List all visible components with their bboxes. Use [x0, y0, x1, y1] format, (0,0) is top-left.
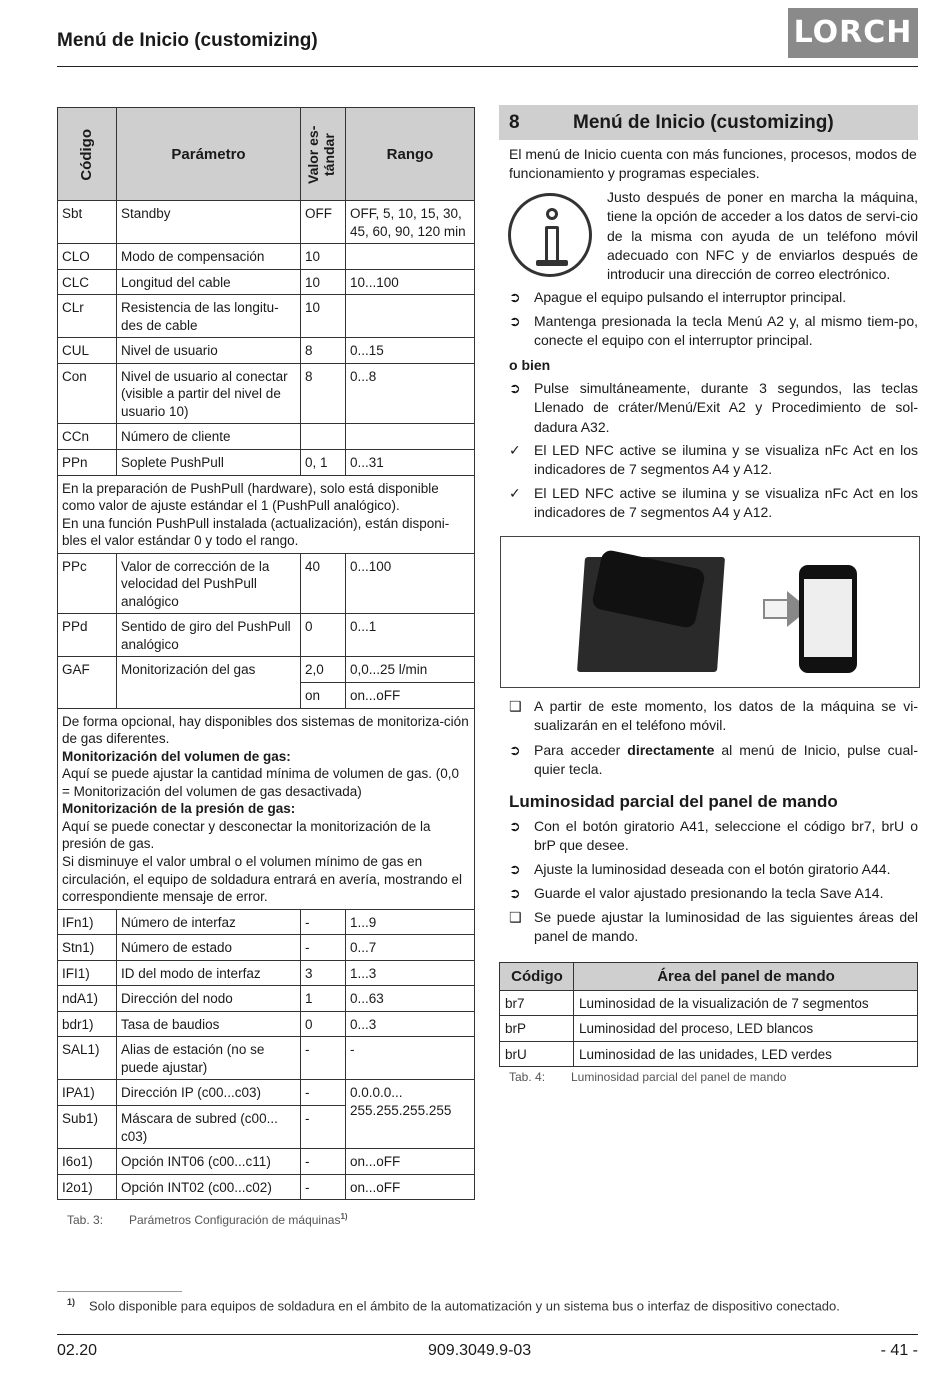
pushpull-note-row [58, 475, 475, 553]
table-cell: 0 [301, 1011, 346, 1037]
table-cell: Sbt [58, 201, 117, 244]
checkbox-icon: ❑ [509, 698, 522, 714]
header-default-value: Valor es-tándar [301, 108, 346, 201]
list-item: ➲ Mantenga presionada la tecla Menú A2 y, al mismo tiem-po, conecte el equipo con el interruptor principal. [509, 313, 918, 349]
arrow-right-icon: ➲ [509, 380, 521, 396]
table-cell: ndA1) [58, 986, 117, 1012]
header-range: Rango [346, 108, 475, 201]
table-row [58, 553, 475, 614]
header-parameter: Parámetro [117, 108, 301, 201]
table-cell: CUL [58, 338, 117, 364]
table-row [58, 201, 475, 244]
table-cell: 10 [301, 244, 346, 270]
table-cell: Con [58, 363, 117, 424]
table-cell: GAF [58, 657, 117, 708]
table-cell: 1 [301, 986, 346, 1012]
lorch-logo: LORCH [788, 8, 918, 58]
table-cell: Sub1) [58, 1105, 117, 1148]
table-cell: Opción INT06 (c00...c11) [117, 1149, 301, 1175]
table-cell: on...oFF [346, 1174, 475, 1200]
table-cell: bdr1) [58, 1011, 117, 1037]
table-cell: Máscara de subred (c00... c03) [117, 1105, 301, 1148]
table-cell: 0.0.0.0... 255.255.255.255 [346, 1080, 475, 1149]
table-cell: CLC [58, 269, 117, 295]
table-cell: 10...100 [346, 269, 475, 295]
table-cell: 0...15 [346, 338, 475, 364]
table-cell: brU [500, 1041, 574, 1067]
table-cell: - [301, 1080, 346, 1106]
footer-rule [57, 1334, 918, 1335]
table-cell: on...oFF [346, 1149, 475, 1175]
table-cell: OFF [301, 201, 346, 244]
list-item: ❑ Se puede ajustar la luminosidad de las siguientes áreas del panel de mando. [509, 909, 918, 945]
list-item: ✓ El LED NFC active se ilumina y se visualiza nFc Act en los indicadores de 7 segmentos A4 y A12. [509, 485, 918, 521]
table-cell: brP [500, 1016, 574, 1042]
table-header-cell: Código [500, 963, 574, 991]
table-row [58, 424, 475, 450]
arrow-right-icon: ➲ [509, 313, 521, 329]
table-row [58, 1149, 475, 1175]
table-cell: I6o1) [58, 1149, 117, 1175]
table-row [500, 1041, 918, 1067]
checkbox-icon: ❑ [509, 909, 522, 925]
smartphone-image [799, 565, 857, 673]
page-number: - 41 - [880, 1342, 918, 1359]
table-row [58, 657, 475, 683]
table-cell: Longitud del cable [117, 269, 301, 295]
table-cell: 0...100 [346, 553, 475, 614]
table-cell: Opción INT02 (c00...c02) [117, 1174, 301, 1200]
table-cell: Nivel de usuario [117, 338, 301, 364]
nfc-illustration [500, 536, 920, 688]
table-cell: CLO [58, 244, 117, 270]
table-cell: PPc [58, 553, 117, 614]
list-item: ➲ Ajuste la luminosidad deseada con el botón giratorio A44. [509, 860, 918, 879]
table-cell: 0...63 [346, 986, 475, 1012]
table-row [58, 363, 475, 424]
table-cell: OFF, 5, 10, 15, 30, 45, 60, 90, 120 min [346, 201, 475, 244]
table-row [500, 990, 918, 1016]
table-cell: Dirección IP (c00...c03) [117, 1080, 301, 1106]
table-row [58, 1174, 475, 1200]
table-cell: Tasa de baudios [117, 1011, 301, 1037]
table-header-cell: Área del panel de mando [574, 963, 918, 991]
header-code: Código [58, 108, 117, 201]
table-cell [346, 295, 475, 338]
table-cell: Alias de estación (no se puede ajustar) [117, 1037, 301, 1080]
table-cell: 10 [301, 295, 346, 338]
table-cell: Luminosidad de las unidades, LED verdes [574, 1041, 918, 1067]
table-cell: - [301, 1037, 346, 1080]
list-item: ❑ A partir de este momento, los datos de la máquina se vi-sualizarán en el teléfono móvil. [509, 698, 918, 734]
table-cell: Soplete PushPull [117, 450, 301, 476]
table-row [58, 1011, 475, 1037]
list-item: ➲ Pulse simultáneamente, durante 3 segundos, las teclas Llenado de cráter/Menú/Exit A2 y Procedimiento de sol-dadura A32. [509, 380, 918, 435]
footer-date: 02.20 [57, 1342, 98, 1359]
or-label: o bien [509, 357, 551, 373]
table-row [500, 1016, 918, 1042]
table-header-row [500, 963, 918, 991]
table-cell: 0...31 [346, 450, 475, 476]
table-row [58, 450, 475, 476]
section-heading [499, 105, 918, 140]
table-cell: ID del modo de interfaz [117, 960, 301, 986]
info-icon [508, 193, 592, 277]
table-cell: 40 [301, 553, 346, 614]
table-cell: IPA1) [58, 1080, 117, 1106]
table-cell: - [301, 1149, 346, 1175]
table-cell: Modo de compensación [117, 244, 301, 270]
table-cell: Stn1) [58, 935, 117, 961]
table-cell: - [346, 1037, 475, 1080]
table-cell: 0...8 [346, 363, 475, 424]
section-title: Menú de Inicio (customizing) [573, 112, 834, 133]
table-row [58, 960, 475, 986]
gas-monitoring-note: De forma opcional, hay disponibles dos sistemas de monitoriza-ción de gas diferentes. Monitorización del volumen de gas: Aquí se puede ajustar la cantidad mínima de volumen de gas. (0,0 = Monitorización del volumen de gas desactivada) Monitorización de la presión de gas: Aquí se puede conectar y desconectar la monitorización de la presión de gas. Si disminuye el valor umbral o el volumen mínimo de gas en circulación, el equipo de soldadura entrará en avería, mostrando el correspondiente mensaje de error. [58, 708, 475, 909]
table-cell: 2,0 [301, 657, 346, 683]
table-cell: 0...7 [346, 935, 475, 961]
list-item: ➲ Guarde el valor ajustado presionando la tecla Save A14. [509, 884, 918, 903]
table-row [58, 1037, 475, 1080]
pushpull-note: En la preparación de PushPull (hardware), solo está disponible como valor de ajuste estándar el 1 (PushPull analógico). En una función PushPull instalada (actualización), están disponi-bles el valor estándar 0 y todo el rango. [58, 475, 475, 553]
header-rule [57, 66, 918, 67]
table-cell: Resistencia de las longitu-des de cable [117, 295, 301, 338]
table-row [58, 269, 475, 295]
table-cell: on...oFF [346, 683, 475, 709]
table-cell: 0 [301, 614, 346, 657]
table-cell: 0...3 [346, 1011, 475, 1037]
checkmark-icon: ✓ [509, 442, 521, 458]
arrow-right-icon: ➲ [509, 885, 521, 901]
list-item: ➲ Para acceder directamente al menú de Inicio, pulse cual-quier tecla. [509, 742, 918, 778]
table-cell: - [301, 935, 346, 961]
table-row [58, 614, 475, 657]
table-cell: I2o1) [58, 1174, 117, 1200]
arrow-right-icon: ➲ [509, 742, 521, 758]
table-cell: Luminosidad de la visualización de 7 segmentos [574, 990, 918, 1016]
footnote-rule [57, 1291, 182, 1292]
table-cell: Standby [117, 201, 301, 244]
brightness-table [499, 962, 918, 1067]
table-cell: 1...9 [346, 909, 475, 935]
list-item: ➲ Apague el equipo pulsando el interruptor principal. [509, 288, 918, 307]
arrow-right-icon: ➲ [509, 861, 521, 877]
table-cell: 1...3 [346, 960, 475, 986]
table-cell: 0, 1 [301, 450, 346, 476]
gas-note-row [58, 708, 475, 909]
table-cell: Valor de corrección de la velocidad del PushPull analógico [117, 553, 301, 614]
footnote: $^{1)}$ Solo disponible para equipos de soldadura en el ámbito de la automatización y un sistema bus o interfaz de dispositivo conectado. [67, 1297, 840, 1314]
arrow-right-icon: ➲ [509, 289, 521, 305]
table-cell: Monitorización del gas [117, 657, 301, 708]
table-4-caption: Tab. 4: Luminosidad parcial del panel de mando [509, 1070, 787, 1084]
table-header-row [58, 108, 475, 201]
table-cell: Número de estado [117, 935, 301, 961]
table-cell: Número de cliente [117, 424, 301, 450]
table-cell: Dirección del nodo [117, 986, 301, 1012]
table-row [58, 935, 475, 961]
checkmark-icon: ✓ [509, 485, 521, 501]
table-cell: 0...1 [346, 614, 475, 657]
subsection-title: Luminosidad parcial del panel de mando [509, 792, 838, 811]
table-cell: - [301, 1105, 346, 1148]
table-3-caption: Tab. 3: Parámetros Configuración de máquinas$^{1)}$ [67, 1212, 348, 1227]
table-cell: 8 [301, 363, 346, 424]
table-cell: Luminosidad del proceso, LED blancos [574, 1016, 918, 1042]
table-row [58, 338, 475, 364]
table-cell: - [301, 1174, 346, 1200]
table-cell [346, 244, 475, 270]
table-cell: 10 [301, 269, 346, 295]
list-item: ➲ Con el botón giratorio A41, seleccione el código br7, brU o brP que desee. [509, 818, 918, 854]
table-cell: IFI1) [58, 960, 117, 986]
list-item: ✓ El LED NFC active se ilumina y se visualiza nFc Act en los indicadores de 7 segmentos A4 y A12. [509, 442, 918, 478]
table-cell [301, 424, 346, 450]
table-cell: Número de interfaz [117, 909, 301, 935]
table-cell: PPd [58, 614, 117, 657]
table-cell: 0,0...25 l/min [346, 657, 475, 683]
table-row [58, 986, 475, 1012]
table-cell: 8 [301, 338, 346, 364]
table-cell: SAL1) [58, 1037, 117, 1080]
section-number: 8 [509, 112, 520, 133]
table-row [58, 295, 475, 338]
page-header-title: Menú de Inicio (customizing) [57, 30, 318, 51]
table-cell: Nivel de usuario al conectar (visible a partir del nivel de usuario 10) [117, 363, 301, 424]
info-text: Justo después de poner en marcha la máquina, tiene la opción de acceder a los datos de servi-cio de la misma con ayuda de un teléfono móvil adecuado con NFC y de enviarlos después de introducir una dirección de correo electrónico. [607, 189, 918, 283]
table-cell: IFn1) [58, 909, 117, 935]
section-intro: El menú de Inicio cuenta con más funciones, procesos, modos de funcionamiento y programas especiales. [509, 146, 917, 182]
footer-doc-number: 909.3049.9-03 [428, 1342, 532, 1359]
table-cell: Sentido de giro del PushPull analógico [117, 614, 301, 657]
parameter-table [57, 107, 475, 1200]
table-cell: br7 [500, 990, 574, 1016]
arrow-right-icon: ➲ [509, 818, 521, 834]
table-cell [346, 424, 475, 450]
table-cell: PPn [58, 450, 117, 476]
table-cell: on [301, 683, 346, 709]
table-cell: CLr [58, 295, 117, 338]
table-cell: CCn [58, 424, 117, 450]
table-cell: - [301, 909, 346, 935]
table-row [58, 909, 475, 935]
table-row [58, 1080, 475, 1106]
table-row [58, 244, 475, 270]
table-cell: 3 [301, 960, 346, 986]
